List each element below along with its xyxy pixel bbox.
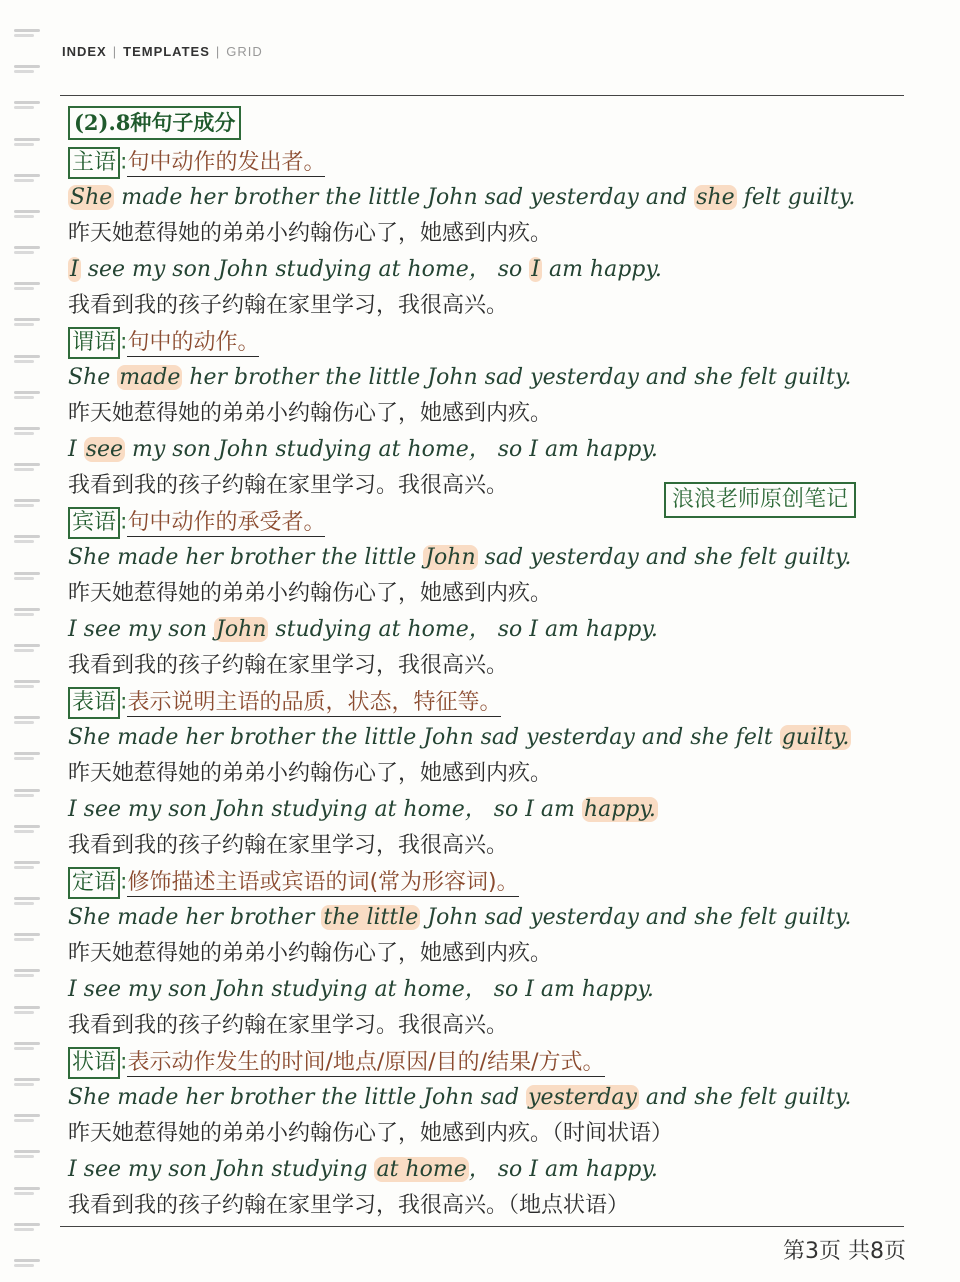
page-number: 第3页 共8页: [783, 1239, 906, 1264]
term-description: 句中动作的承受者。: [127, 509, 326, 535]
page-header: INDEX | TEMPLATES | GRID: [62, 44, 263, 59]
term-description: 表示说明主语的品质，状态，特征等。: [127, 689, 502, 715]
binding-ring: [14, 137, 40, 147]
example-english: She made her brother the little John sad yesterday and she felt guilty.: [68, 1085, 852, 1110]
term-description: 修饰描述主语或宾语的词(常为形容词)。: [127, 869, 519, 895]
binding-ring: [14, 1222, 40, 1232]
binding-ring: [14, 751, 40, 761]
binding-ring: [14, 896, 40, 906]
term-attributive: 定语 :修饰描述主语或宾语的词(常为形容词)。: [68, 864, 938, 900]
header-index-link[interactable]: INDEX: [62, 44, 107, 59]
term-label: 定语: [68, 867, 120, 899]
example-chinese: 昨天她惹得她的弟弟小约翰伤心了，她感到内疚。: [68, 581, 553, 606]
binding-ring: [14, 390, 40, 400]
term-adverbial: 状语 :表示动作发生的时间/地点/原因/目的/结果/方式。: [68, 1044, 938, 1080]
example-english: She made her brother the little John sad yesterday and she felt guilty.: [70, 185, 856, 210]
binding-ring: [14, 1077, 40, 1087]
header-grid-link[interactable]: GRID: [226, 44, 263, 59]
example-chinese: 我看到我的孩子约翰在家里学习，我很高兴。: [68, 293, 509, 318]
binding-ring: [14, 824, 40, 834]
binding-ring: [14, 354, 40, 364]
example-english: I see my son John studying at home， so I am happy.: [68, 797, 656, 822]
binding-ring: [14, 1113, 40, 1123]
binding-ring: [14, 968, 40, 978]
binding-ring: [14, 28, 40, 38]
example-chinese: 我看到我的孩子约翰在家里学习，我很高兴。: [68, 653, 509, 678]
binding-ring: [14, 571, 40, 581]
example-chinese: 我看到我的孩子约翰在家里学习。我很高兴。: [68, 1013, 509, 1038]
term-label: 宾语: [68, 507, 120, 539]
term-label: 谓语: [68, 327, 120, 359]
example-chinese: 昨天她惹得她的弟弟小约翰伤心了，她感到内疚。: [68, 941, 553, 966]
example-english: I see my son John studying at home， so I am happy.: [70, 257, 662, 282]
example-english: She made her brother the little John sad yesterday and she felt guilty.: [68, 545, 852, 570]
notes-content: [68, 106, 938, 1224]
example-chinese: 昨天她惹得她的弟弟小约翰伤心了，她感到内疚。（时间状语）: [68, 1121, 674, 1146]
binding-ring: [14, 860, 40, 870]
binding-ring: [14, 643, 40, 653]
spiral-binding: [14, 28, 44, 1268]
example-chinese: 我看到我的孩子约翰在家里学习，我很高兴。（地点状语）: [68, 1193, 630, 1218]
bottom-rule: [60, 1226, 904, 1227]
binding-ring: [14, 281, 40, 291]
binding-ring: [14, 1149, 40, 1159]
binding-ring: [14, 788, 40, 798]
binding-ring: [14, 100, 40, 110]
binding-ring: [14, 426, 40, 436]
binding-ring: [14, 1005, 40, 1015]
binding-ring: [14, 607, 40, 617]
binding-ring: [14, 534, 40, 544]
binding-ring: [14, 462, 40, 472]
example-english: She made her brother the little John sad yesterday and she felt guilty.: [68, 365, 852, 390]
section-title: (2).8种句子成分: [68, 106, 241, 140]
term-label: 状语: [68, 1047, 120, 1079]
binding-ring: [14, 679, 40, 689]
example-chinese: 我看到我的孩子约翰在家里学习，我很高兴。: [68, 833, 509, 858]
binding-ring: [14, 245, 40, 255]
term-description: 句中动作的发出者。: [127, 149, 326, 175]
term-description: 句中的动作。: [127, 329, 260, 355]
header-templates-link[interactable]: TEMPLATES: [123, 44, 210, 59]
term-predicate: 谓语 :句中的动作。: [68, 324, 938, 360]
term-object: 宾语 :句中动作的承受者。: [68, 504, 938, 540]
binding-ring: [14, 932, 40, 942]
example-english: I see my son John studying at home， so I am happy.: [68, 1157, 658, 1182]
binding-ring: [14, 498, 40, 508]
example-english: She made her brother the little John sad yesterday and she felt guilty.: [68, 905, 852, 930]
example-chinese: 昨天她惹得她的弟弟小约翰伤心了，她感到内疚。: [68, 221, 553, 246]
term-description: 表示动作发生的时间/地点/原因/目的/结果/方式。: [127, 1049, 605, 1075]
binding-ring: [14, 173, 40, 183]
binding-ring: [14, 64, 40, 74]
binding-ring: [14, 1186, 40, 1196]
binding-ring: [14, 1258, 40, 1268]
example-chinese: 我看到我的孩子约翰在家里学习。我很高兴。: [68, 473, 509, 498]
example-chinese: 昨天她惹得她的弟弟小约翰伤心了，她感到内疚。: [68, 401, 553, 426]
example-english: I see my son John studying at home， so I am happy.: [68, 617, 658, 642]
term-predicative: 表语 :表示说明主语的品质，状态，特征等。: [68, 684, 938, 720]
binding-ring: [14, 1041, 40, 1051]
example-english: I see my son John studying at home， so I am happy.: [68, 437, 658, 462]
example-chinese: 昨天她惹得她的弟弟小约翰伤心了，她感到内疚。: [68, 761, 553, 786]
term-subject: 主语 :句中动作的发出者。: [68, 144, 938, 180]
term-label: 主语: [68, 147, 120, 179]
example-english: I see my son John studying at home， so I am happy.: [68, 977, 654, 1002]
top-rule: [60, 95, 904, 96]
binding-ring: [14, 209, 40, 219]
watermark-stamp: 浪浪老师原创笔记: [664, 482, 856, 518]
binding-ring: [14, 715, 40, 725]
example-english: She made her brother the little John sad yesterday and she felt guilty.: [68, 725, 850, 750]
binding-ring: [14, 317, 40, 327]
term-label: 表语: [68, 687, 120, 719]
